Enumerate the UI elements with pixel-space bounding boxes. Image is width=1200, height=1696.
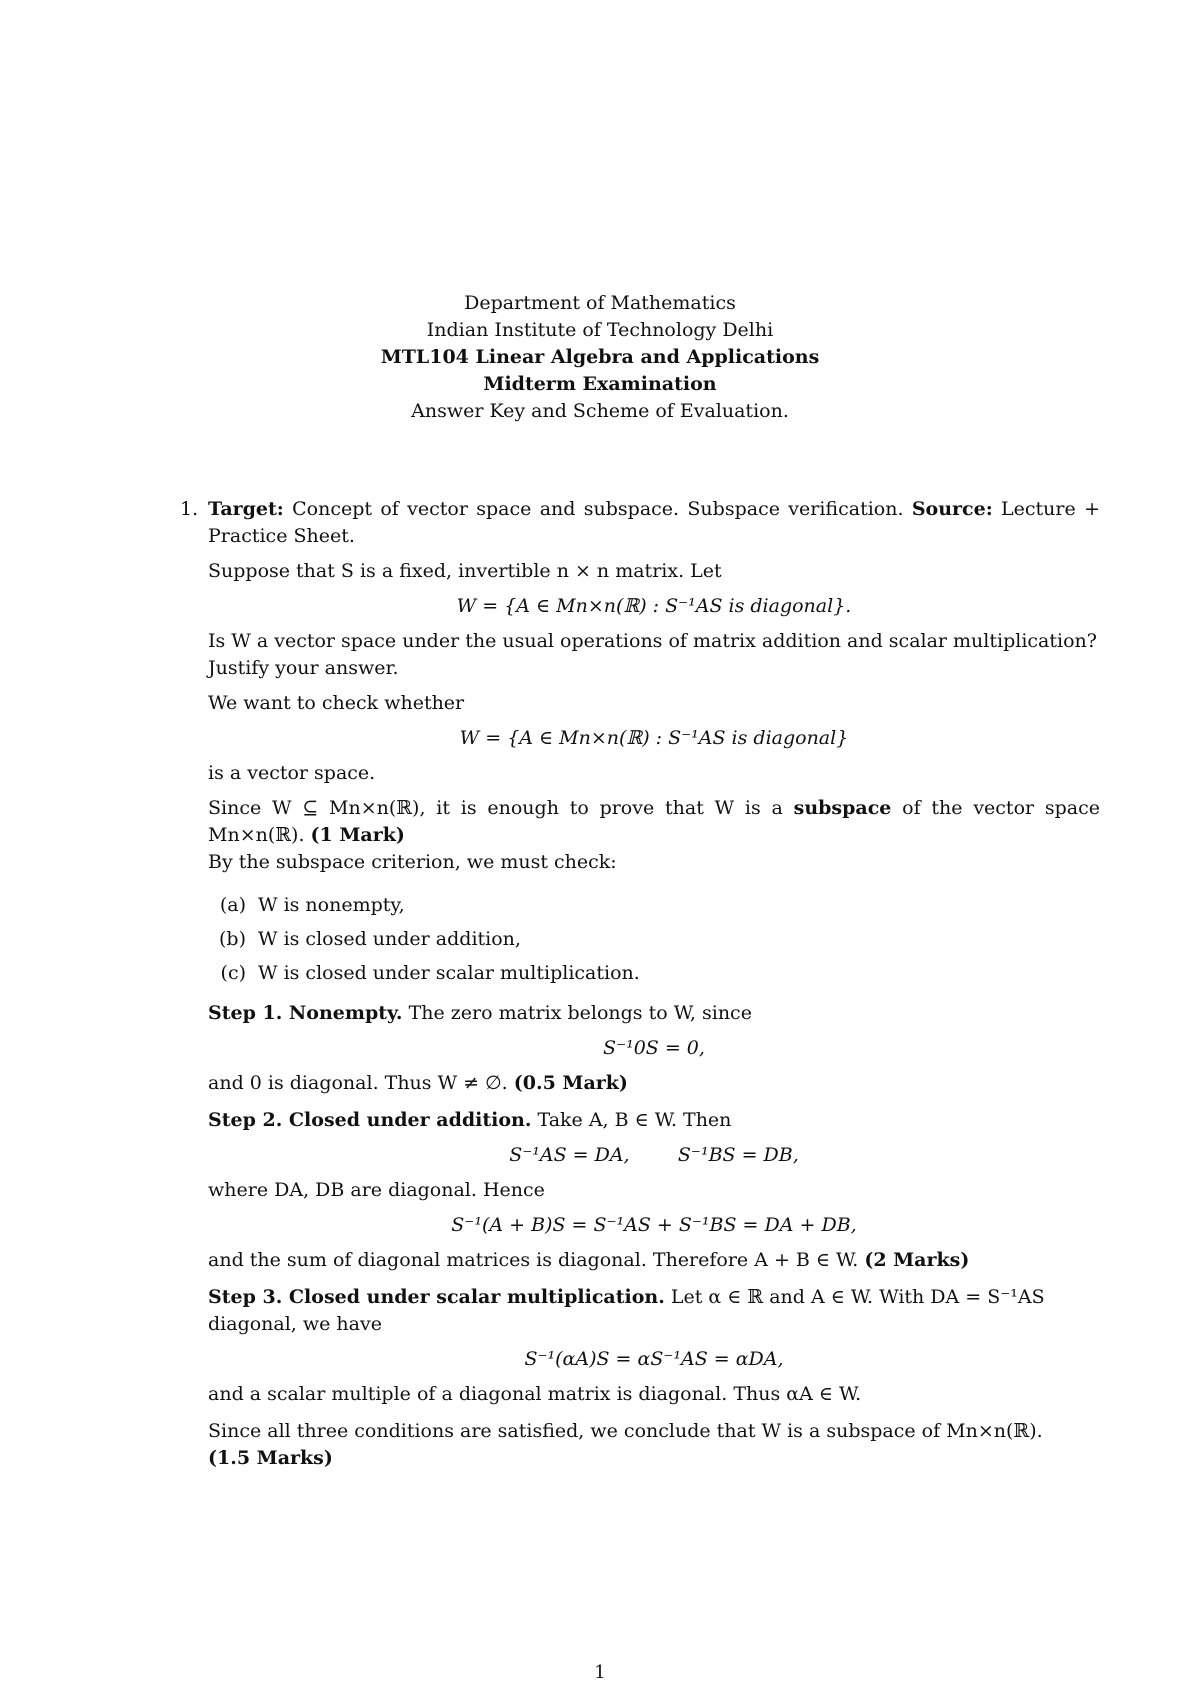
list-item: (b) W is closed under addition, <box>219 928 521 950</box>
step-2-equation-2: S⁻¹(A + B)S = S⁻¹AS + S⁻¹BS = DA + DB, <box>451 1214 857 1236</box>
step-2-where: where DA, DB are diagonal. Hence <box>208 1179 545 1201</box>
problem-question: Is W a vector space under the usual operations of matrix addition and scalar multiplication? Justify your answer. <box>208 630 1097 679</box>
mark-step-3: (1.5 Marks) <box>208 1447 333 1469</box>
question-number: 1. <box>180 498 199 520</box>
target-text: Concept of vector space and subspace. Subspace verification. <box>283 498 912 520</box>
target-label: Target: <box>208 498 284 520</box>
page-number: 1 <box>594 1662 606 1683</box>
step-3-equation: S⁻¹(αA)S = αS⁻¹AS = αDA, <box>524 1348 784 1370</box>
step-1-equation: S⁻¹0S = 0, <box>603 1037 705 1059</box>
institute-line: Indian Institute of Technology Delhi <box>426 319 774 341</box>
step-1-text: The zero matrix belongs to W, since <box>402 1002 752 1024</box>
source-text: Lecture + Practice Sheet. <box>208 498 1100 547</box>
is-vector-space-line: is a vector space. <box>208 762 376 784</box>
target-source-line <box>208 496 1100 550</box>
step-3-heading: Step 3. Closed under scalar multiplication. <box>208 1286 665 1308</box>
set-definition-2: W = {A ∈ Mn×n(ℝ) : S⁻¹AS is diagonal} <box>459 727 849 749</box>
set-definition: W = {A ∈ Mn×n(ℝ) : S⁻¹AS is diagonal}. <box>456 595 852 617</box>
conditions-list <box>208 888 1100 990</box>
step-2-equation-1: S⁻¹AS = DA, S⁻¹BS = DB, <box>509 1144 799 1166</box>
problem-statement: Suppose that S is a fixed, invertible n × n matrix. Let <box>208 560 722 582</box>
step-2-text: Take A, B ∈ W. Then <box>531 1109 732 1131</box>
subspace-reduction <box>208 795 1100 849</box>
step-3 <box>208 1284 1100 1338</box>
exam-title: Midterm Examination <box>483 373 717 395</box>
step-3-text: Let α ∈ ℝ and A ∈ W. With DA = S⁻¹AS diagonal, we have <box>208 1286 1045 1335</box>
list-item: (a) W is nonempty, <box>219 894 405 916</box>
step-2-conclusion: and the sum of diagonal matrices is diagonal. Therefore A + B ∈ W. (2 Marks) <box>208 1249 970 1271</box>
since-text-a: Since W ⊆ Mn×n(ℝ), it is enough to prove that W is a <box>208 797 794 819</box>
step-3-conclusion: and a scalar multiple of a diagonal matrix is diagonal. Thus αA ∈ W. <box>208 1383 862 1405</box>
department-line: Department of Mathematics <box>464 292 736 314</box>
criterion-line: By the subspace criterion, we must check: <box>208 851 617 873</box>
list-item: (c) W is closed under scalar multiplication. <box>220 962 640 984</box>
since-text-c: of the vector space Mn×n(ℝ). <box>208 797 1100 846</box>
step-1-conclusion: and 0 is diagonal. Thus W ≠ ∅. (0.5 Mark) <box>208 1072 628 1094</box>
source-label: Source: <box>911 498 993 520</box>
final-conclusion: Since all three conditions are satisfied, we conclude that W is a subspace of Mn×n(ℝ). <box>208 1420 1043 1442</box>
mark-step-2: (2 Marks) <box>864 1249 970 1271</box>
step-2-heading: Step 2. Closed under addition. <box>208 1109 532 1131</box>
step-2 <box>208 1107 1100 1134</box>
course-title: MTL104 Linear Algebra and Applications <box>380 346 820 368</box>
exam-header <box>0 290 1200 425</box>
mark-1: (1 Mark) <box>310 824 405 846</box>
question-body <box>208 496 1100 1472</box>
mark-step-1: (0.5 Mark) <box>513 1072 628 1094</box>
step-1-heading: Step 1. Nonempty. <box>208 1002 403 1024</box>
solution-intro: We want to check whether <box>208 692 465 714</box>
subspace-word: subspace <box>793 797 892 819</box>
step-1 <box>208 1000 1100 1027</box>
answer-key-line: Answer Key and Scheme of Evaluation. <box>411 400 789 422</box>
